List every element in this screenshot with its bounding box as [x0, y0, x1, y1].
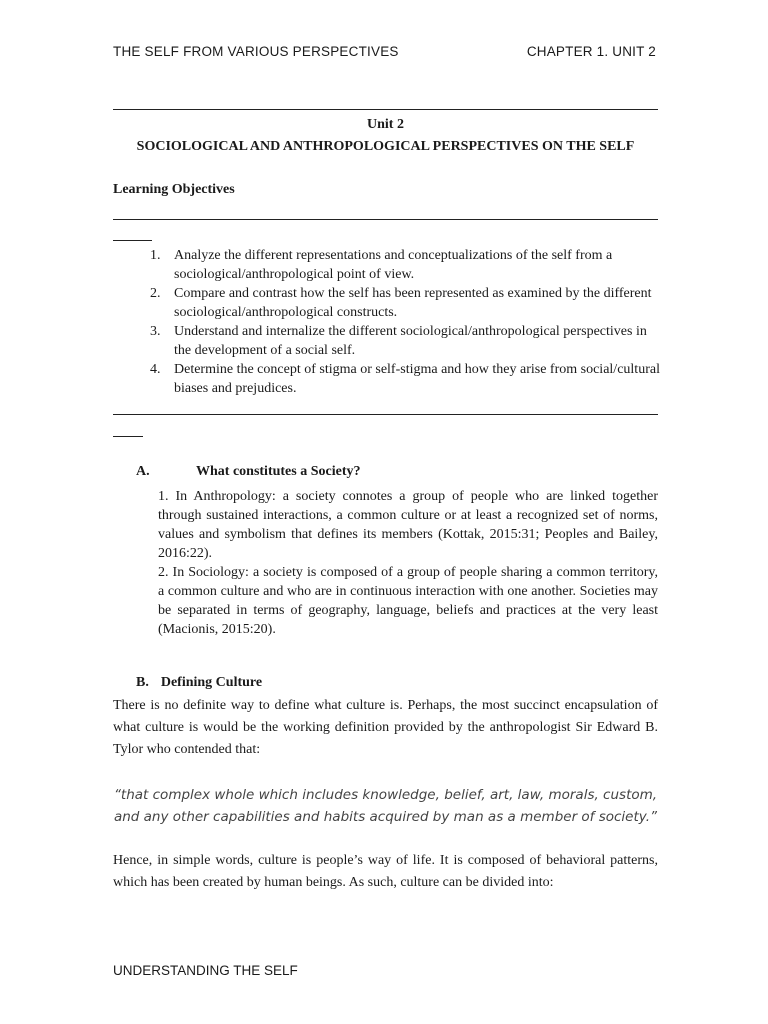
unit-title: SOCIOLOGICAL AND ANTHROPOLOGICAL PERSPECTIVES ON THE SELF — [136, 139, 635, 154]
anthropology-definition: 1. In Anthropology: a society connotes a group of people who are linked together through sustained interactions, a common culture or at least a recognized set of norms, values and symbolism that defines its members (Kottak, 2015:31; Peoples and Bailey, 2016:22). — [158, 489, 658, 561]
section-a-title: What constitutes a Society? — [196, 464, 361, 479]
tylor-quote: “that complex whole which includes knowledge, belief, art, law, morals, custom, and any other capabilities and habits acquired by man as a member of society.” — [113, 787, 658, 825]
divider — [113, 414, 658, 415]
culture-closing: Hence, in simple words, culture is people’s way of life. It is composed of behavioral patterns, which has been created by human beings. As such, culture can be divided into: — [113, 853, 658, 890]
section-a-body — [158, 487, 658, 639]
objective-item: 1. Analyze the different representations and conceptualizations of the self from a sociological/anthropological point of view. — [150, 248, 613, 282]
running-header-title: THE SELF FROM VARIOUS PERSPECTIVES — [113, 44, 399, 59]
sociology-definition: 2. In Sociology: a society is composed of a group of people sharing a common territory, a common culture and who are in continuous interaction with one another. Societies may be separated in terms of geography, language, beliefs and practices at the very least (Macionis, 2015:20). — [158, 565, 658, 637]
running-footer: UNDERSTANDING THE SELF — [113, 963, 298, 978]
divider — [113, 240, 152, 241]
section-a-heading — [136, 464, 361, 480]
objective-item: 2. Compare and contrast how the self has been represented as examined by the different sociological/anthropological constructs. — [150, 286, 652, 320]
objectives-heading: Learning Objectives — [113, 182, 235, 197]
objective-item: 3. Understand and internalize the different sociological/anthropological perspectives in the development of a social self. — [150, 324, 647, 358]
section-b-heading — [136, 675, 262, 691]
culture-intro: There is no definite way to define what culture is. Perhaps, the most succinct encapsulation of what culture is would be the working definition provided by the anthropologist Sir Edward B. Tylor who contended that: — [113, 698, 658, 757]
running-header-chapter: CHAPTER 1. UNIT 2 — [526, 44, 656, 59]
section-b-title: Defining Culture — [160, 675, 263, 690]
divider — [113, 436, 143, 437]
objective-item: 4. Determine the concept of stigma or self-stigma and how they arise from social/cultural biases and prejudices. — [150, 362, 660, 396]
objectives-list — [150, 246, 660, 398]
section-b-letter: B. — [136, 675, 149, 690]
divider — [113, 109, 658, 110]
section-a-letter: A. — [136, 464, 150, 479]
unit-label: Unit 2 — [367, 117, 404, 132]
divider — [113, 219, 658, 220]
